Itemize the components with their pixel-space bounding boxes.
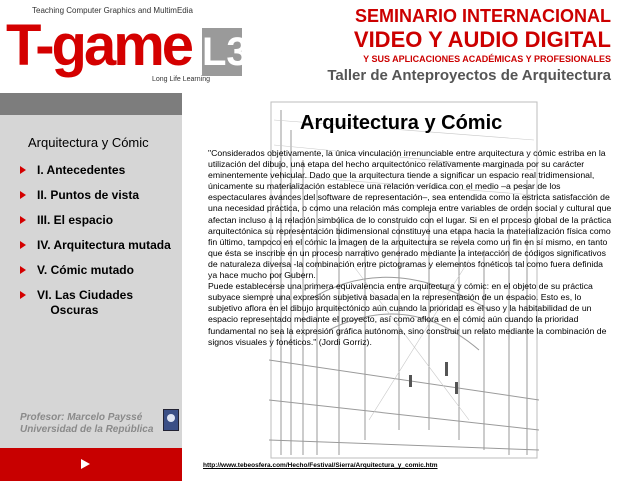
logo-subtitle: Long Life Learning [152, 76, 210, 83]
menu-item-comic-mutado[interactable] [20, 263, 180, 278]
arrow-bullet-icon [20, 266, 26, 274]
sidebar-top-band [0, 93, 182, 115]
logo-l3-mark: L3 [202, 30, 249, 74]
workshop-title: Taller de Anteproyectos de Arquitectura [327, 67, 611, 84]
menu-item-label: VI. Las Ciudades Oscuras [37, 288, 134, 317]
menu-item-label: V. Cómic mutado [37, 263, 134, 277]
arrow-bullet-icon [20, 241, 26, 249]
logo-tagline: Teaching Computer Graphics and MultimEdia [32, 6, 193, 15]
quote-text: "Considerados objetivamente, la única vinculación irrenunciable entre arquitectura y cómic estriba en la utilización del dibujo, una etapa del hecho arquitectónico relativamente marginada por su carácter eminentemente vehicular. Dado que la arquitectura tiende a significar un espacio real tridimensional, únicamente su materialización establece una relación verídica con el medio –a pesar de los espectaculares avances del software de representación–, sea entendida como la estricta satisfacción de una necesidad práctica, o como una relación más compleja entre variables de orden social y cultural que afectan incluso a la relación simbólica de lo construido con el lugar. Si en el proceso global de la práctica arquitectónica su representación bidimensional constituye una etapa hacia la materialización física como fin último, tampoco en el cómic la imagen de la arquitectura se revela como un fin en sí mismo, en tanto que ésta se inscribe en un proceso narrativo generado mediante la interacción de códigos significativos de naturaleza diversa -la combinación entre pictogramas y elementos fonéticos tal como fuera definida ya hace mucho por Gubern. Puede establecerse una primera equivalencia entre arquitectura y cómic: en el objeto de su práctica subyace siempre una expresión subjetiva basada en la representación de un espacio. Esto es, lo subjetivo aflora en el dibujo arquitectónico aún cuando la prioridad es el uso y la habitabilidad de un espacio representado mediante el proyecto, así como aflora en el cómic aún cuando la prioridad fundamental no sea la expresión gráfica autónoma, sino construir un relato mediante la combinación de signos visuales y fonéticos." (Jordi Gorriz). [208, 148, 612, 347]
menu-item-el-espacio[interactable] [20, 213, 180, 228]
professor-name: Profesor: Marcelo Payssé [20, 412, 143, 423]
arrow-bullet-icon [20, 166, 26, 174]
navigation-bar [0, 448, 182, 481]
menu-item-label: IV. Arquitectura mutada [37, 238, 171, 252]
menu-item-puntos-de-vista[interactable] [20, 188, 180, 203]
logo-wordmark: T-game [6, 13, 192, 78]
seminar-applications: Y SUS APLICACIONES ACADÉMICAS Y PROFESIONALES [363, 54, 611, 64]
university-seal-icon [163, 409, 179, 431]
play-next-icon[interactable] [81, 459, 90, 469]
arrow-bullet-icon [20, 191, 26, 199]
sidebar [0, 93, 182, 481]
header [0, 0, 621, 93]
seminar-subject: VIDEO Y AUDIO DIGITAL [353, 27, 611, 52]
menu-item-label: II. Puntos de vista [37, 188, 140, 202]
menu-item-label: III. El espacio [37, 213, 114, 227]
page-title: Arquitectura y Cómic [300, 112, 503, 134]
arrow-bullet-icon [20, 216, 26, 224]
seminar-title: SEMINARIO INTERNACIONAL [355, 6, 611, 26]
menu-item-arquitectura-mutada[interactable] [20, 238, 180, 253]
university-name: Universidad de la República [20, 424, 154, 435]
menu-item-label: I. Antecedentes [37, 163, 126, 177]
sidebar-title: Arquitectura y Cómic [28, 135, 149, 150]
sidebar-menu [20, 163, 180, 328]
arrow-bullet-icon [20, 291, 26, 299]
menu-item-ciudades-oscuras[interactable] [20, 288, 180, 318]
menu-item-antecedentes[interactable] [20, 163, 180, 178]
source-link[interactable]: http://www.tebeosfera.com/Hecho/Festival/Sierra/Arquitectura_y_comic.htm [203, 462, 438, 469]
tgame-logo [4, 2, 249, 90]
professor-credit [20, 412, 153, 436]
